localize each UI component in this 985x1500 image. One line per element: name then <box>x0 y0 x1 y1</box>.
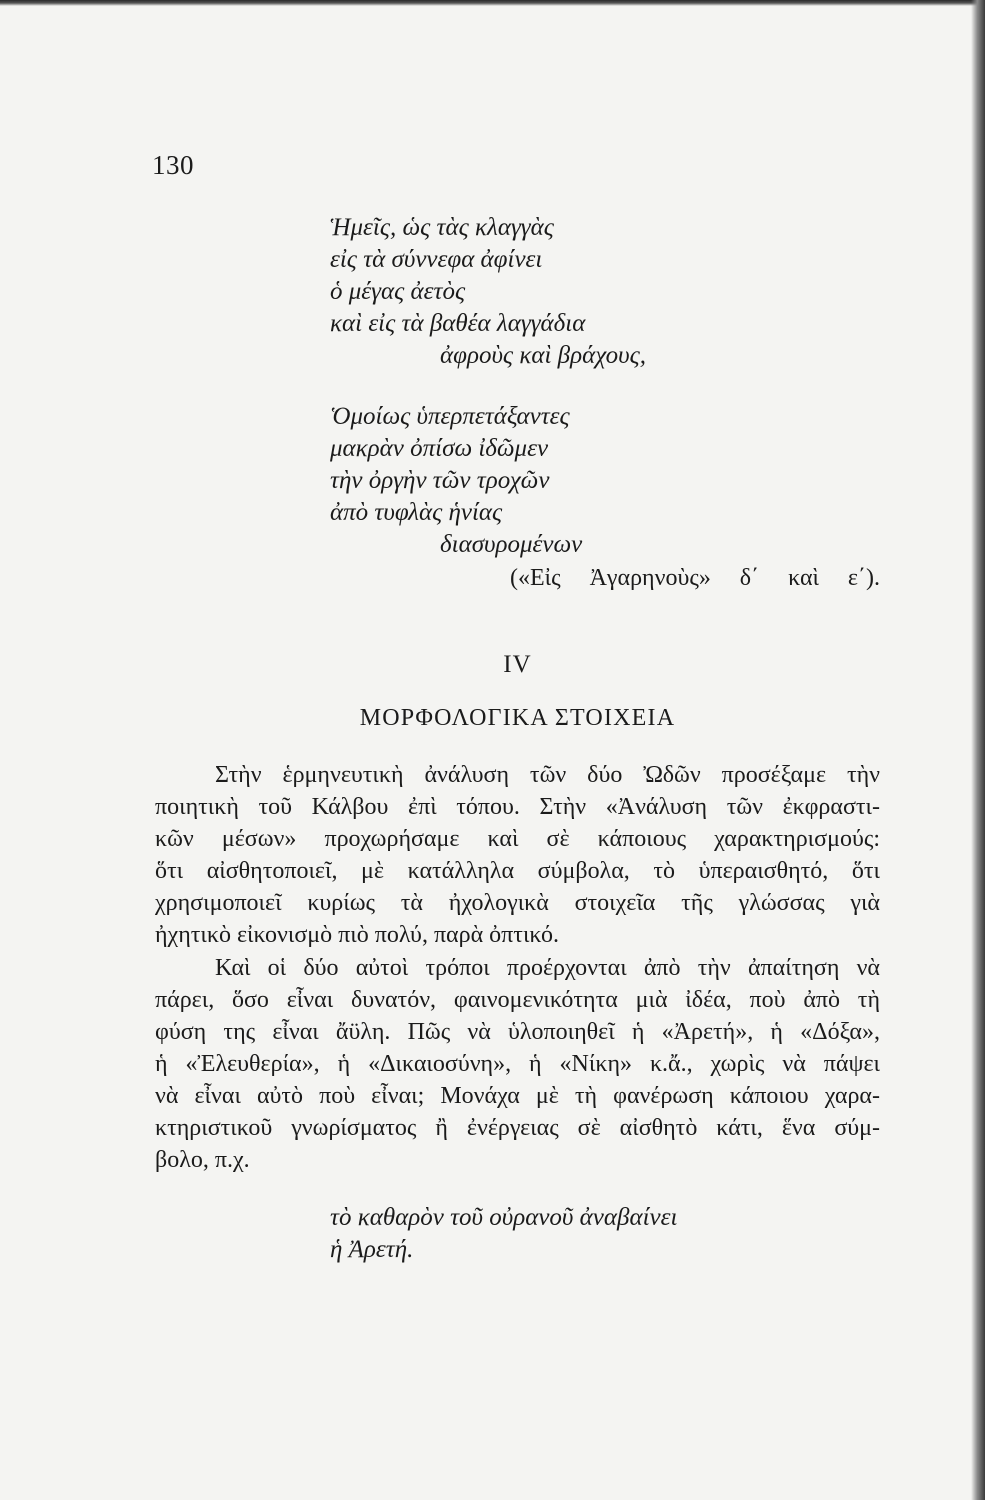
verse-line: καὶ εἰς τὰ βαθέα λαγγάδια <box>330 310 586 337</box>
paragraph-1-line: κῶν μέσων» προχωρήσαμε καὶ σὲ κάποιους χαρακτηρισμούς: <box>155 826 880 853</box>
paragraph-2-line: πάρει, ὅσο εἶναι δυνατόν, φαινομενικότητα μιὰ ἰδέα, ποὺ ἀπὸ τὴ <box>155 986 880 1013</box>
verse-line: Ὁμοίως ὑπερπετάξαντες <box>330 403 570 430</box>
poem-stanza-1 <box>330 212 646 372</box>
paragraph-2-line: κτηριστικοῦ γνωρίσματος ἢ ἐνέργειας σὲ αἰσθητὸ κάτι, ἕνα σύμ- <box>155 1115 880 1142</box>
verse-line: τὴν ὀργὴν τῶν τροχῶν <box>330 467 550 494</box>
verse-line: τὸ καθαρὸν τοῦ οὐρανοῦ ἀναβαίνει <box>330 1204 678 1231</box>
verse-line: ὁ μέγας ἀετὸς <box>330 278 466 305</box>
paragraph-1-line: ποιητικὴ τοῦ Κάλβου ἐπὶ τόπου. Στὴν «Ἀνάλυση τῶν ἐκφραστι- <box>155 794 880 821</box>
section-numeral: IV <box>503 651 532 678</box>
paragraph-1-line: ἠχητικὸ εἰκονισμὸ πιὸ πολύ, παρὰ ὀπτικό. <box>155 922 559 949</box>
verse-quote <box>330 1202 677 1266</box>
verse-line: ἡ Ἀρετή. <box>330 1236 414 1263</box>
paragraph-2-line: φύση της εἶναι ἄϋλη. Πῶς νὰ ὑλοποιηθεῖ ἡ «Ἀρετή», ἡ «Δόξα», <box>155 1018 880 1045</box>
verse-line: εἰς τὰ σύννεφα ἀφίνει <box>330 246 543 273</box>
page-number: 130 <box>152 150 194 180</box>
section-title: ΜΟΡΦΟΛΟΓΙΚΑ ΣΤΟΙΧΕΙΑ <box>359 705 676 731</box>
poem-stanza-2 <box>330 401 582 561</box>
verse-line-indented: ἀφροὺς καὶ βράχους, <box>440 342 647 369</box>
paragraph-1-line: χρησιμοποιεῖ κυρίως τὰ ἠχολογικὰ στοιχεῖα τῆς γλώσσας γιὰ <box>155 890 880 917</box>
paragraph-1-line: ὅτι αἰσθητοποιεῖ, μὲ κατάλληλα σύμβολα, τὸ ὑπεραισθητό, ὅτι <box>155 858 880 885</box>
body-text <box>155 759 880 1176</box>
poem-source-citation: («Εἰς Ἀγαρηνοὺς» δ΄ καὶ ε΄). <box>510 565 880 591</box>
paragraph-2-line: νὰ εἶναι αὐτὸ ποὺ εἶναι; Μονάχα μὲ τὴ φανέρωση κάποιου χαρα- <box>155 1082 880 1109</box>
verse-line: Ἡμεῖς, ὡς τὰς κλαγγὰς <box>330 214 554 241</box>
paragraph-1-line: Στὴν ἑρμηνευτικὴ ἀνάλυση τῶν δύο Ὠδῶν προσέξαμε τὴν <box>215 762 880 788</box>
paragraph-2-line: Καὶ οἱ δύο αὐτοὶ τρόποι προέρχονται ἀπὸ τὴν ἀπαίτηση νὰ <box>215 954 880 981</box>
paragraph-2-line: βολο, π.χ. <box>155 1147 250 1174</box>
scan-edge-right <box>971 0 985 1500</box>
scan-edge-top <box>0 0 985 6</box>
verse-line: ἀπὸ τυφλὰς ἡνίας <box>330 499 503 526</box>
verse-line-indented: διασυρομένων <box>440 531 583 558</box>
verse-line: μακρὰν ὀπίσω ἰδῶμεν <box>330 435 549 462</box>
paragraph-2-line: ἡ «Ἐλευθερία», ἡ «Δικαιοσύνη», ἡ «Νίκη» κ.ἄ., χωρὶς νὰ πάψει <box>155 1050 880 1077</box>
